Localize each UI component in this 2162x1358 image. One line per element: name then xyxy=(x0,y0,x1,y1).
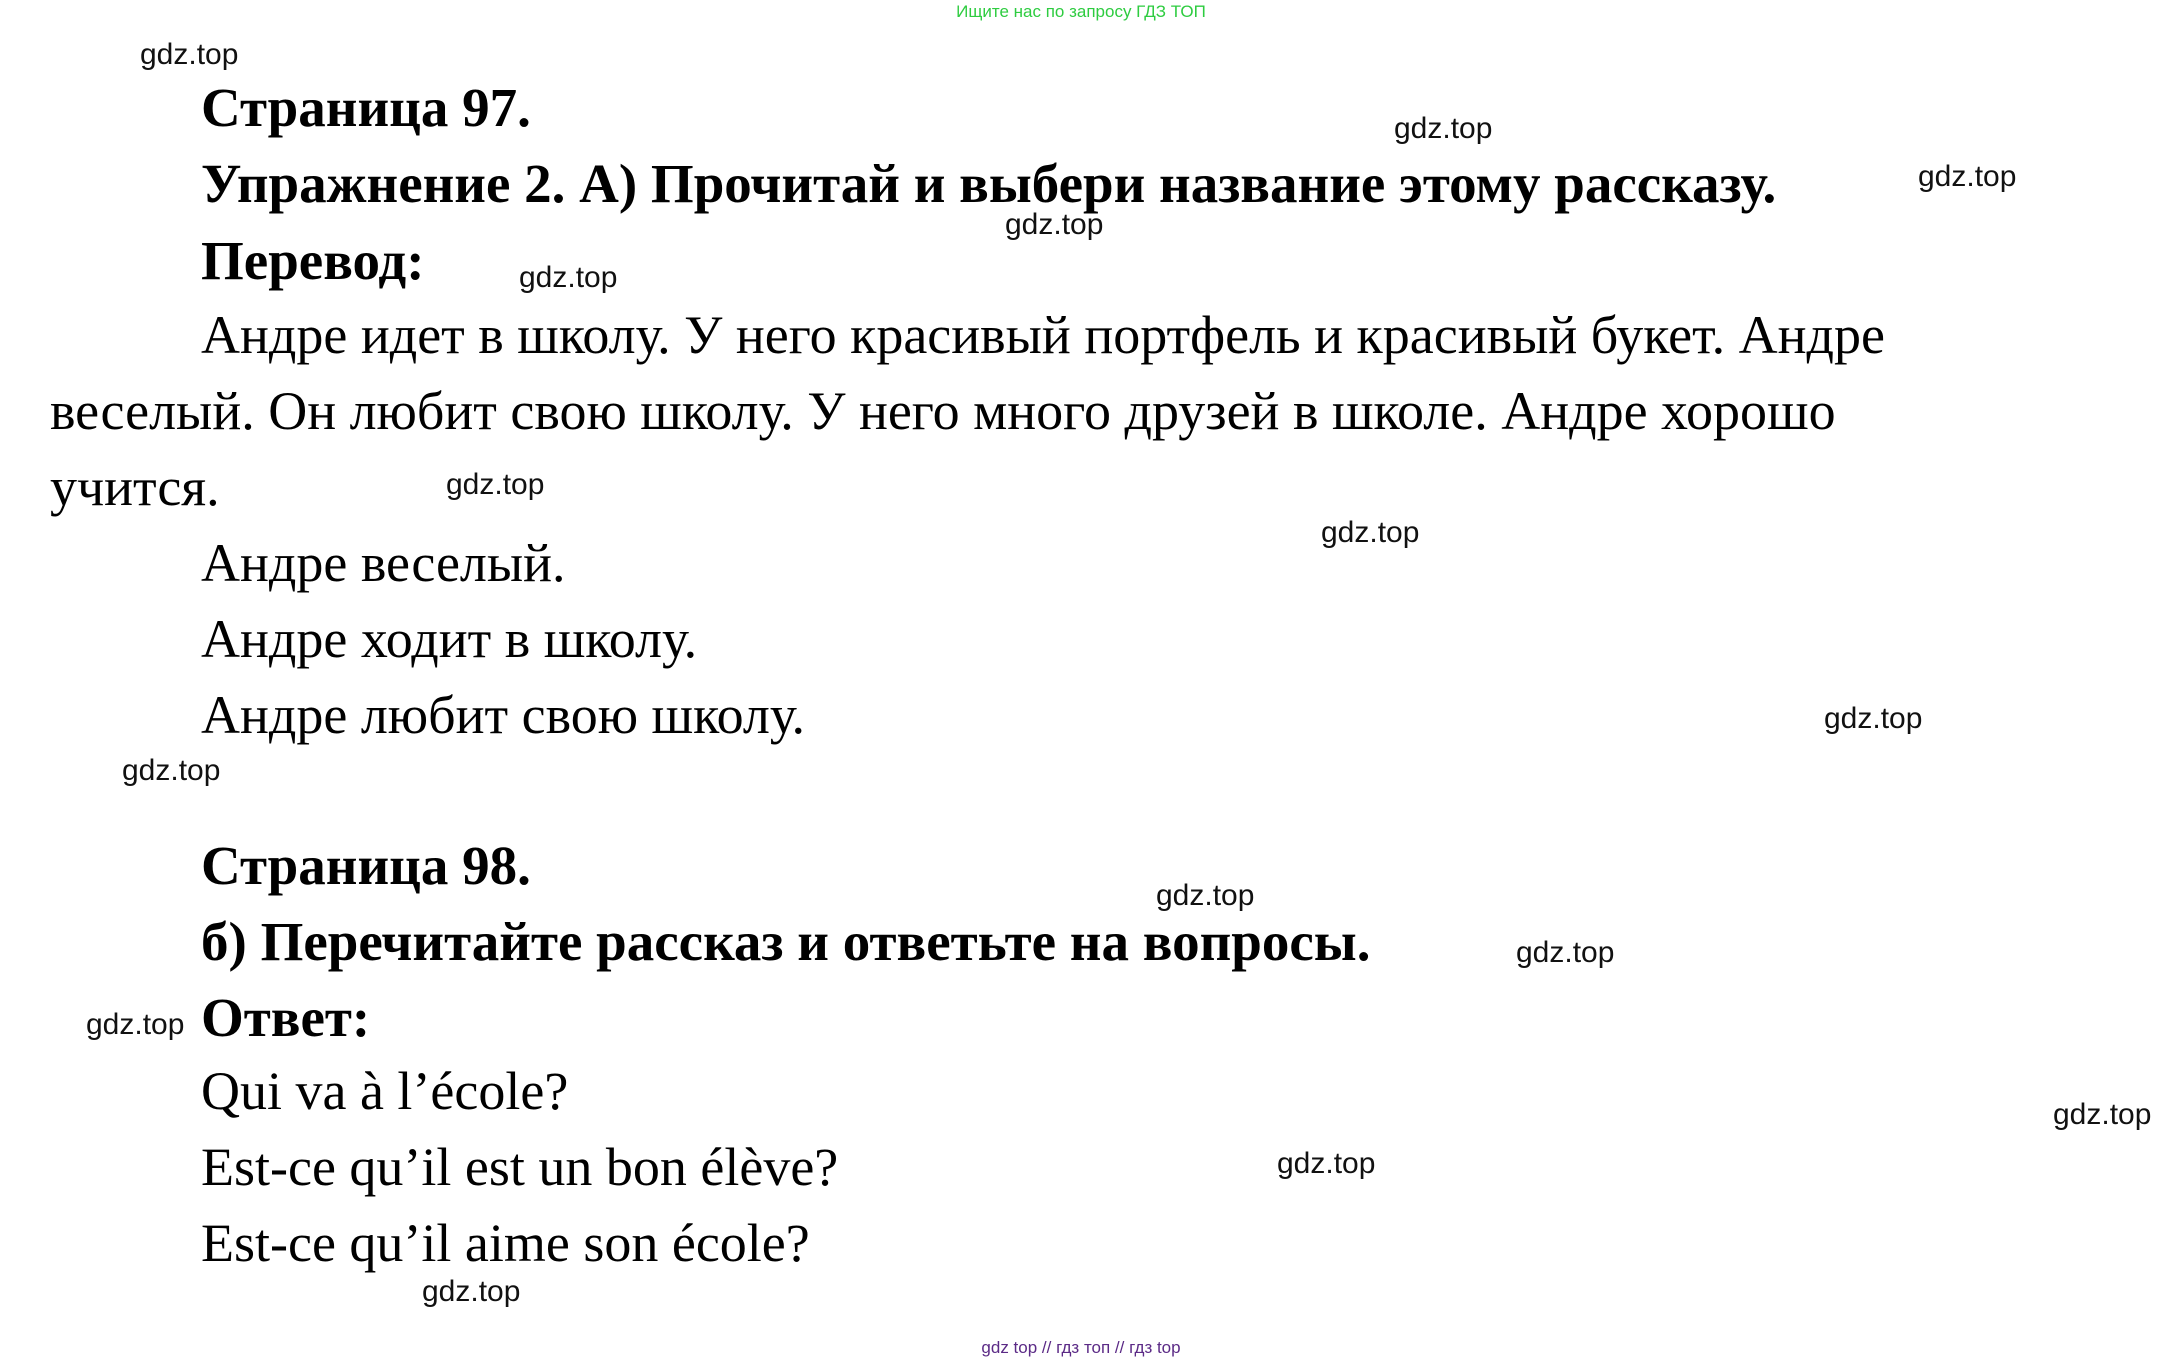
watermark: gdz.top xyxy=(1321,516,1420,549)
top-banner[interactable]: Ищите нас по запросу ГДЗ ТОП xyxy=(956,2,1206,21)
watermark: gdz.top xyxy=(140,38,239,71)
paragraph-line-1: Андре идет в школу. У него красивый портфель и красивый букет. Андре xyxy=(201,305,1885,365)
title-option-2: Андре ходит в школу. xyxy=(201,609,698,669)
watermark: gdz.top xyxy=(1156,879,1255,912)
paragraph-line-2: веселый. Он любит свою школу. У него много друзей в школе. Андре хорошо xyxy=(50,381,1836,441)
question-2: Est-ce qu’il est un bon élève? xyxy=(201,1137,839,1197)
paragraph-line-3: учится. xyxy=(50,457,220,517)
task-heading: б) Перечитайте рассказ и ответьте на вопросы. xyxy=(201,911,1371,972)
question-1: Qui va à l’école? xyxy=(201,1061,569,1121)
watermark: gdz.top xyxy=(2053,1098,2152,1131)
watermark: gdz.top xyxy=(1394,112,1493,145)
watermark: gdz.top xyxy=(1277,1147,1376,1180)
watermark: gdz.top xyxy=(1005,208,1104,241)
watermark: gdz.top xyxy=(86,1008,185,1041)
watermark: gdz.top xyxy=(1824,702,1923,735)
exercise-heading: Упражнение 2. А) Прочитай и выбери название этому рассказу. xyxy=(201,153,1777,214)
watermark: gdz.top xyxy=(1516,936,1615,969)
watermark: gdz.top xyxy=(446,468,545,501)
watermark: gdz.top xyxy=(1918,160,2017,193)
translation-label: Перевод: xyxy=(201,230,425,291)
watermark: gdz.top xyxy=(519,261,618,294)
page-98-title: Страница 98. xyxy=(201,835,531,896)
page-97-title: Страница 97. xyxy=(201,77,531,138)
question-3: Est-ce qu’il aime son école? xyxy=(201,1213,810,1273)
answer-label: Ответ: xyxy=(201,987,371,1048)
watermark: gdz.top xyxy=(122,754,221,787)
footer-links[interactable]: gdz top // гдз топ // гдз top xyxy=(981,1338,1181,1357)
title-option-1: Андре веселый. xyxy=(201,533,566,593)
title-option-3: Андре любит свою школу. xyxy=(201,685,805,745)
watermark: gdz.top xyxy=(422,1275,521,1308)
